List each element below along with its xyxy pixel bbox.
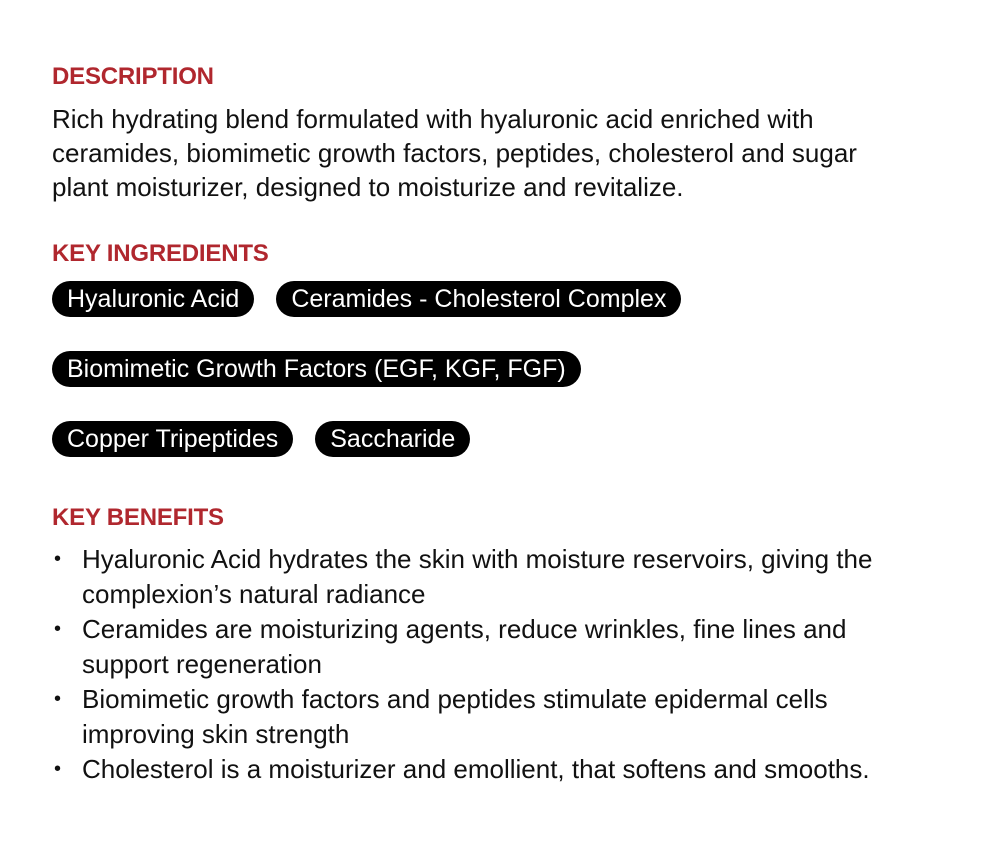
list-item [52, 682, 912, 752]
benefits-list [52, 542, 912, 787]
product-info [52, 0, 952, 787]
ingredient-tag-growth-factors: Biomimetic Growth Factors (EGF, KGF, FGF) [52, 351, 581, 387]
ingredient-tag-ceramides-cholesterol: Ceramides - Cholesterol Complex [276, 281, 681, 317]
ingredient-tags [52, 281, 812, 457]
benefit-text: Biomimetic growth factors and peptides stimulate epidermal cells improving skin strength [82, 684, 828, 749]
bullet-icon: • [54, 548, 62, 570]
description-heading: DESCRIPTION [52, 63, 214, 90]
bullet-icon: • [54, 758, 62, 780]
list-item [52, 612, 912, 682]
list-item [52, 542, 912, 612]
bullet-icon: • [54, 618, 62, 640]
benefit-text: Cholesterol is a moisturizer and emollient, that softens and smooths. [82, 754, 870, 784]
key-ingredients-heading: KEY INGREDIENTS [52, 240, 269, 267]
benefit-text: Ceramides are moisturizing agents, reduce wrinkles, fine lines and support regeneration [82, 614, 847, 679]
ingredient-tag-copper-tripeptides: Copper Tripeptides [52, 421, 293, 457]
ingredient-tag-saccharide: Saccharide [315, 421, 470, 457]
bullet-icon: • [54, 688, 62, 710]
description-text: Rich hydrating blend formulated with hyaluronic acid enriched with ceramides, biomimetic growth factors, peptides, cholesterol and sugar plant moisturizer, designed to moisturize and revitalize. [52, 104, 857, 202]
key-benefits-heading: KEY BENEFITS [52, 504, 224, 531]
ingredient-tag-hyaluronic-acid: Hyaluronic Acid [52, 281, 254, 317]
benefit-text: Hyaluronic Acid hydrates the skin with moisture reservoirs, giving the complexion’s natural radiance [82, 544, 873, 609]
list-item [52, 752, 912, 787]
